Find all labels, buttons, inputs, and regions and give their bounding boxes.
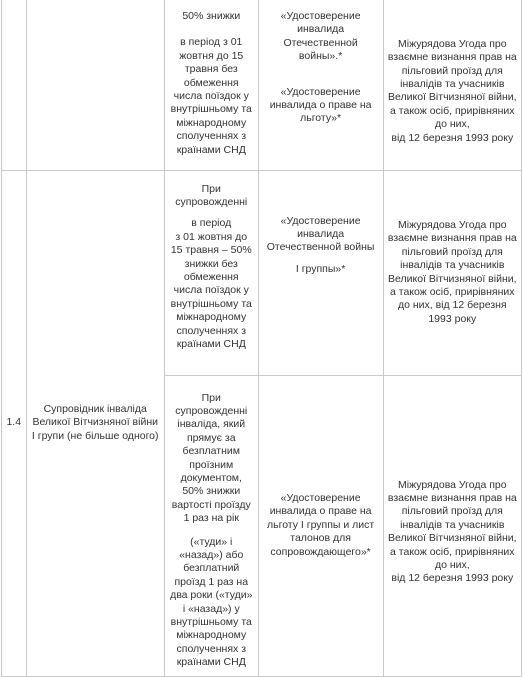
benefit-text: 50% знижки — [182, 10, 241, 22]
document-cell — [258, 170, 383, 375]
benefit-text: При супровожденні інваліда, який прямує за безплатним проїзним документом, 50% знижки вартості проїзду 1 раз на рік — [171, 391, 251, 525]
basis-text: Міжурядова Угода про взаємне визнання прав на пільговий проїзд для інвалідів та учасників Великої Вітчизняної війни, а також осіб, прирівняних до них, від 12 березня 1993 року — [387, 478, 517, 585]
category-cell — [26, 170, 164, 676]
benefit-text: з 01 жовтня до 15 травня – 50% знижки без обмеження числа поїздок у внутрішньому та міжнародному сполученнях з країнами СНД — [170, 230, 252, 350]
number-cell — [2, 0, 27, 170]
document-text: «Удостоверение инвалида о праве на льготу I группы и лист талонов для сопровождающего»* — [267, 492, 375, 558]
table-row — [2, 0, 522, 170]
basis-cell — [383, 375, 521, 676]
benefit-cell — [164, 0, 258, 170]
category-text: Супровідник інваліда Великої Вітчизняної війни I групи (не більше одного) — [31, 402, 159, 442]
benefit-text: При супровожденні — [175, 182, 248, 208]
document-text: I группы»* — [295, 262, 346, 275]
basis-text: Міжурядова Угода про взаємне визнання прав на пільговий проїзд для інвалідів та учасників Великої Вітчизняної війни, а також осіб, прирівняних до них, від 12 березня 1993 року — [387, 37, 517, 144]
document-cell — [258, 0, 383, 170]
basis-text: Міжурядова Угода про взаємне визнання прав на пільговий проїзд для інвалідів та учасників Великої Вітчизняної війни, а також осіб, прирівняних до них, від 12 березня 1993 року — [387, 218, 517, 325]
basis-cell — [383, 0, 521, 170]
document-text: «Удостоверение инвалида о праве на льготу»* — [269, 85, 372, 125]
row-number: 1.4 — [6, 416, 22, 429]
basis-cell — [383, 170, 521, 375]
benefits-table — [1, 0, 522, 677]
benefit-text: в період — [191, 217, 232, 230]
benefit-cell — [164, 375, 258, 676]
document-cell — [258, 375, 383, 676]
benefit-text: в період з 01 жовтня до 15 травня без обмеження числа поїздок у внутрішньому та міжнародному сполученнях з країнами СНД — [170, 36, 252, 156]
table-row — [2, 170, 522, 375]
benefit-text: («туди» і «назад») або безплатний проїзд 1 раз на два роки («туди» і «назад») у внутрішньому та міжнародному сполученнях з країнами СНД — [170, 535, 253, 669]
number-cell — [2, 170, 27, 676]
category-cell — [26, 0, 164, 170]
benefit-cell — [164, 170, 258, 375]
document-text: «Удостоверение инвалида Отечественной войны».* — [280, 10, 361, 63]
document-text: «Удостоверение инвалида Отечественной войны — [266, 214, 375, 254]
